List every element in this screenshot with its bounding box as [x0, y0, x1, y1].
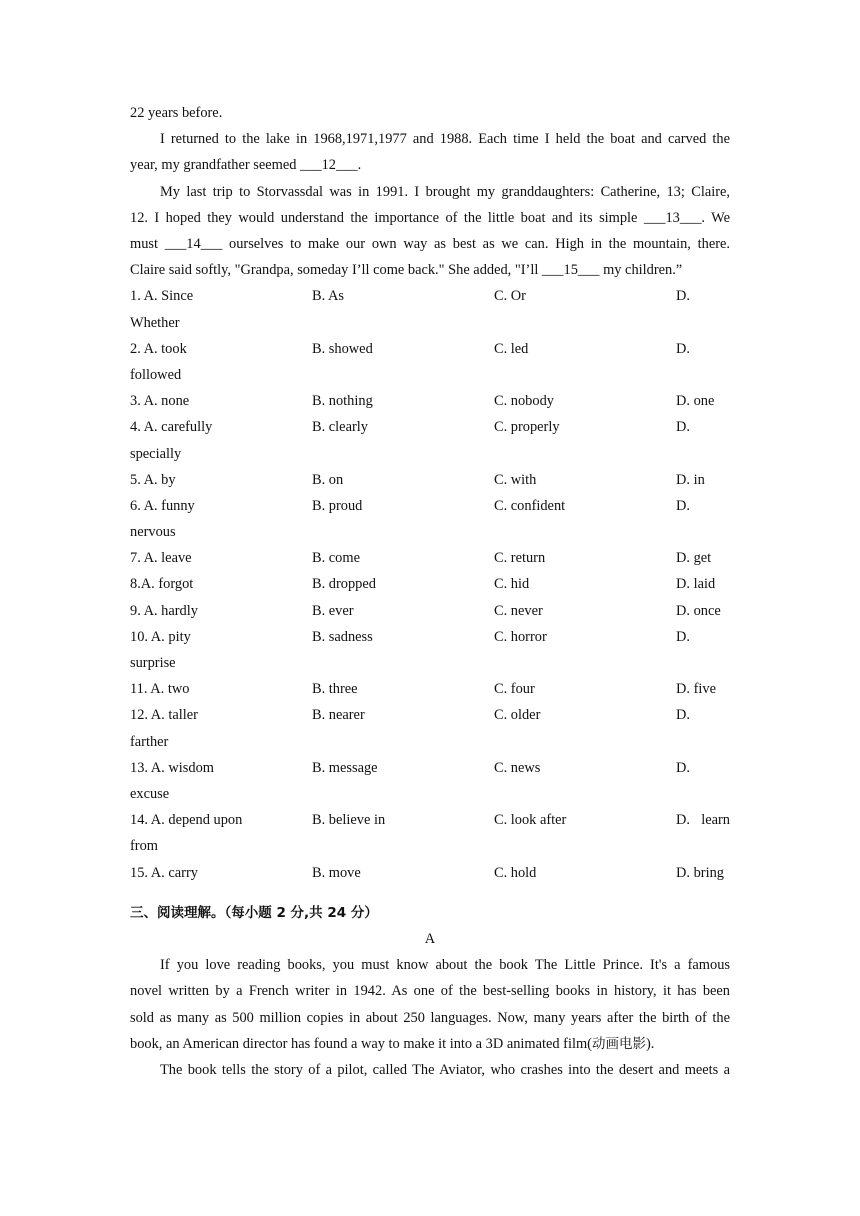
option-d [676, 493, 730, 519]
option-b: B. As [312, 288, 344, 305]
option-d-wrapped-text: specially [130, 445, 182, 462]
option-b: B. nearer [312, 707, 365, 724]
option-row [130, 598, 730, 624]
option-c: C. confident [494, 497, 566, 514]
option-c: C. news [494, 759, 541, 776]
option-b: B. dropped [312, 576, 376, 593]
option-c: C. four [494, 681, 535, 698]
option-a: 9. A. hardly [130, 602, 198, 619]
option-a: 1. A. Since [130, 288, 194, 305]
option-row [130, 860, 730, 886]
option-a: 10. A. pity [130, 628, 191, 645]
option-c: C. older [494, 707, 541, 724]
option-row [130, 807, 730, 833]
option-c: C. hid [494, 576, 530, 593]
option-a: 11. A. two [130, 681, 190, 698]
option-b: B. three [312, 681, 358, 698]
option-b: B. message [312, 759, 378, 776]
option-b: B. believe in [312, 812, 386, 829]
passage-paragraph-line: I returned to the lake in 1968,1971,1977 and 1988. Each time I held the boat and carved the [160, 131, 730, 148]
passage-paragraph-line: My last trip to Storvassdal was in 1991. I brought my granddaughters: Catherine, 13; Claire, [160, 183, 730, 200]
option-d [676, 702, 730, 728]
option-d: D. five [676, 681, 716, 698]
reading-paragraph-line: If you love reading books, you must know about the book The Little Prince. It's a famous [160, 957, 730, 974]
option-b: B. move [312, 864, 361, 881]
option-row [130, 336, 730, 362]
option-a: 14. A. depend upon [130, 812, 243, 829]
document-page [130, 100, 730, 1083]
option-c: C. hold [494, 864, 537, 881]
option-b: B. proud [312, 497, 363, 514]
option-d-wrapped-text: surprise [130, 655, 176, 672]
option-d-wrapped-text: nervous [130, 524, 176, 541]
option-a: 12. A. taller [130, 707, 198, 724]
option-a: 4. A. carefully [130, 419, 213, 436]
option-row [130, 283, 730, 309]
option-a: 3. A. none [130, 393, 190, 410]
option-d: D. once [676, 602, 721, 619]
option-d-wrapped-text: followed [130, 366, 182, 383]
reading-paragraph-line: novel written by a French writer in 1942. As one of the best-selling books in history, it has been [130, 983, 730, 1000]
option-c: C. never [494, 602, 543, 619]
option-d [676, 336, 730, 362]
option-c: C. with [494, 471, 537, 488]
section-heading: 三、阅读理解。（每小题 2 分,共 24 分） [130, 904, 378, 921]
option-d: D. laid [676, 576, 716, 593]
part-label: A [424, 930, 436, 947]
option-row [130, 467, 730, 493]
option-c: C. properly [494, 419, 560, 436]
option-d [676, 624, 730, 650]
option-d-prefix: D. [676, 628, 690, 645]
option-b: B. clearly [312, 419, 368, 436]
option-row [130, 493, 730, 519]
option-a: 5. A. by [130, 471, 176, 488]
option-b: B. come [312, 550, 360, 567]
chinese-gloss: 动画电影 [591, 1035, 646, 1052]
option-d-wrapped-text: excuse [130, 785, 170, 802]
option-b: B. on [312, 471, 344, 488]
option-b: B. ever [312, 602, 354, 619]
option-d-prefix: D. [676, 340, 690, 357]
passage-paragraph-line: 12. I hoped they would understand the importance of the little boat and its simple ___13___. We [130, 209, 730, 226]
option-a: 8.A. forgot [130, 576, 194, 593]
option-row [130, 755, 730, 781]
option-a: 15. A. carry [130, 864, 198, 881]
option-d [676, 283, 730, 309]
option-d [676, 414, 730, 440]
reading-paragraph-line: The book tells the story of a pilot, called The Aviator, who crashes into the desert and meets a [160, 1061, 730, 1078]
option-c: C. look after [494, 812, 567, 829]
option-b: B. nothing [312, 393, 373, 410]
option-a: 2. A. took [130, 340, 187, 357]
option-b: B. sadness [312, 628, 373, 645]
option-d-text: learn [701, 812, 730, 829]
option-c: C. led [494, 340, 529, 357]
option-a: 6. A. funny [130, 497, 195, 514]
option-d: D. one [676, 393, 715, 410]
reading-text: book, an American director has found a way to make it into a 3D animated film( [130, 1035, 592, 1052]
option-d-wrapped-text: farther [130, 733, 169, 750]
option-row [130, 414, 730, 440]
option-row [130, 676, 730, 702]
option-d-prefix: D. [676, 288, 690, 305]
option-a: 7. A. leave [130, 550, 192, 567]
option-d-prefix: D. [676, 759, 690, 776]
option-d-wrapped-text: Whether [130, 314, 180, 331]
option-row [130, 702, 730, 728]
options-list [130, 283, 730, 885]
option-row [130, 624, 730, 650]
option-c: C. horror [494, 628, 547, 645]
passage-paragraph-line: year, my grandfather seemed ___12___. [130, 157, 362, 174]
reading-paragraph-line [130, 1031, 730, 1057]
option-d: D. get [676, 550, 712, 567]
option-d-prefix: D. [676, 812, 690, 829]
option-d [676, 755, 730, 781]
option-c: C. Or [494, 288, 526, 305]
option-d: D. bring [676, 864, 724, 881]
passage-paragraph-line: must ___14___ ourselves to make our own way as best as we can. High in the mountain, there. [130, 236, 730, 252]
option-b: B. showed [312, 340, 373, 357]
option-d-prefix: D. [676, 707, 690, 724]
option-d-prefix: D. [676, 497, 690, 514]
option-row [130, 388, 730, 414]
passage-line: 22 years before. [130, 105, 223, 121]
reading-paragraph-line: sold as many as 500 million copies in about 250 languages. Now, many years after the birth of the [130, 1009, 730, 1026]
option-a: 13. A. wisdom [130, 759, 214, 776]
option-c: C. return [494, 550, 546, 567]
option-d [676, 807, 730, 833]
option-d-wrapped-text: from [130, 838, 158, 855]
option-row [130, 571, 730, 597]
option-d: D. in [676, 471, 705, 488]
option-d-prefix: D. [676, 419, 690, 436]
reading-text: ). [645, 1035, 655, 1052]
option-c: C. nobody [494, 393, 554, 410]
option-row [130, 545, 730, 571]
passage-paragraph-line: Claire said softly, "Grandpa, someday I’ll come back." She added, "I’ll ___15___ my children.” [130, 262, 683, 279]
